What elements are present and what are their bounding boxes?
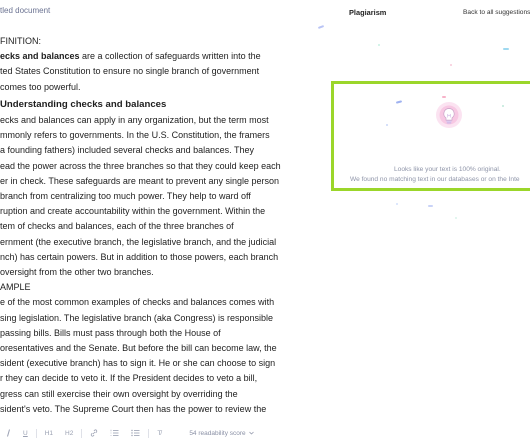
- heading1-icon: H1: [44, 429, 54, 437]
- result-message-title: Looks like your text is 100% original.: [394, 166, 501, 173]
- ordered-list-button[interactable]: [104, 426, 125, 440]
- ordered-list-icon: [110, 429, 119, 437]
- formatting-toolbar: [0, 424, 300, 442]
- confetti-decoration: [396, 203, 398, 205]
- document-line: ted States Constitution to ensure no single branch of government: [0, 66, 260, 77]
- confetti-decoration: [503, 48, 509, 50]
- plagiarism-result-card: [331, 81, 530, 191]
- document-line: oversight from the other two branches.: [0, 267, 154, 278]
- toolbar-divider: [81, 429, 82, 438]
- document-line: [0, 49, 300, 64]
- document-line: er in check. These safeguards are meant to prevent any single person: [0, 175, 279, 186]
- bullet-list-icon: [131, 429, 140, 437]
- document-line: AMPLE: [0, 282, 31, 293]
- bullet-list-button[interactable]: [125, 426, 146, 440]
- confetti-decoration: [318, 25, 324, 29]
- document-line: tem of checks and balances, each of the three branches of: [0, 221, 234, 232]
- document-line: ecks and balances can apply in any organization, but the term most: [0, 115, 269, 126]
- document-line: nch) has certain powers. But in addition to those powers, each branch: [0, 251, 279, 262]
- heading2-button[interactable]: [59, 426, 79, 440]
- clear-format-icon: T̸: [157, 429, 162, 437]
- document-line: e of the most common examples of checks and balances comes with: [0, 297, 275, 308]
- document-line: oresentatives and the Senate. But before the bill can become law, the: [0, 343, 277, 354]
- document-heading: Understanding checks and balances: [0, 98, 167, 110]
- italic-button[interactable]: [0, 426, 17, 440]
- document-line: FINITION:: [0, 36, 41, 46]
- result-message-detail: We found no matching text in our databases or on the Inte: [350, 176, 520, 183]
- document-line: sident's veto. The Supreme Court then has the power to review the: [0, 403, 267, 414]
- confetti-decoration: [455, 217, 457, 219]
- underline-icon: U: [23, 429, 28, 437]
- document-line: a founding fathers) included several checks and balances. They: [0, 145, 254, 156]
- lightbulb-icon: [434, 101, 464, 131]
- confetti-decoration: [450, 64, 452, 66]
- clear-format-button[interactable]: [151, 426, 167, 440]
- document-line: gress can still exercise their own oversight by overriding the: [0, 388, 238, 399]
- toolbar-divider: [148, 429, 149, 438]
- toolbar-divider: [36, 429, 37, 438]
- document-line: mmonly refers to governments. In the U.S. Constitution, the framers: [0, 130, 270, 141]
- document-line: r they can decide to veto it. If the President decides to veto a bill,: [0, 373, 258, 384]
- confetti-decoration: [386, 124, 388, 126]
- line-text: are a collection of safeguards written into the: [79, 51, 261, 62]
- readability-score[interactable]: [189, 430, 253, 437]
- document-line: comes too powerful.: [0, 81, 81, 92]
- document-line: ruption and create accountability within the government. Within the: [0, 206, 266, 217]
- document-line: sident (executive branch) has to sign it. He or she can choose to sign: [0, 358, 276, 369]
- document-line: sing legislation. The legislative branch (aka Congress) is responsible: [0, 312, 273, 323]
- readability-score-label: 54 readability score: [189, 429, 246, 437]
- confetti-decoration: [502, 105, 504, 107]
- confetti-decoration: [428, 205, 433, 207]
- document-body[interactable]: [0, 34, 300, 417]
- document-line: ead the power across the three branches so that they could keep each: [0, 160, 281, 171]
- heading2-icon: H2: [65, 429, 74, 437]
- document-title[interactable]: tled document: [0, 6, 51, 15]
- confetti-decoration: [378, 44, 380, 46]
- bold-term: ecks and balances: [0, 51, 80, 62]
- plagiarism-panel: [300, 0, 530, 442]
- document-line: passing bills. Bills must pass through both the House of: [0, 327, 221, 338]
- italic-icon: [6, 429, 11, 437]
- heading1-button[interactable]: [39, 426, 59, 440]
- back-to-suggestions-link[interactable]: Back to all suggestions: [463, 9, 530, 16]
- underline-button[interactable]: [17, 426, 34, 440]
- link-button[interactable]: [84, 426, 104, 440]
- document-line: ernment (the executive branch, the legislative branch, and the judicial: [0, 236, 277, 247]
- confetti-decoration: [396, 100, 402, 103]
- link-icon: [90, 429, 98, 437]
- confetti-decoration: [442, 96, 446, 98]
- panel-title: Plagiarism: [349, 8, 387, 17]
- document-line: branch from centralizing too much power. They help to ward off: [0, 191, 251, 202]
- chevron-down-icon: [249, 431, 254, 435]
